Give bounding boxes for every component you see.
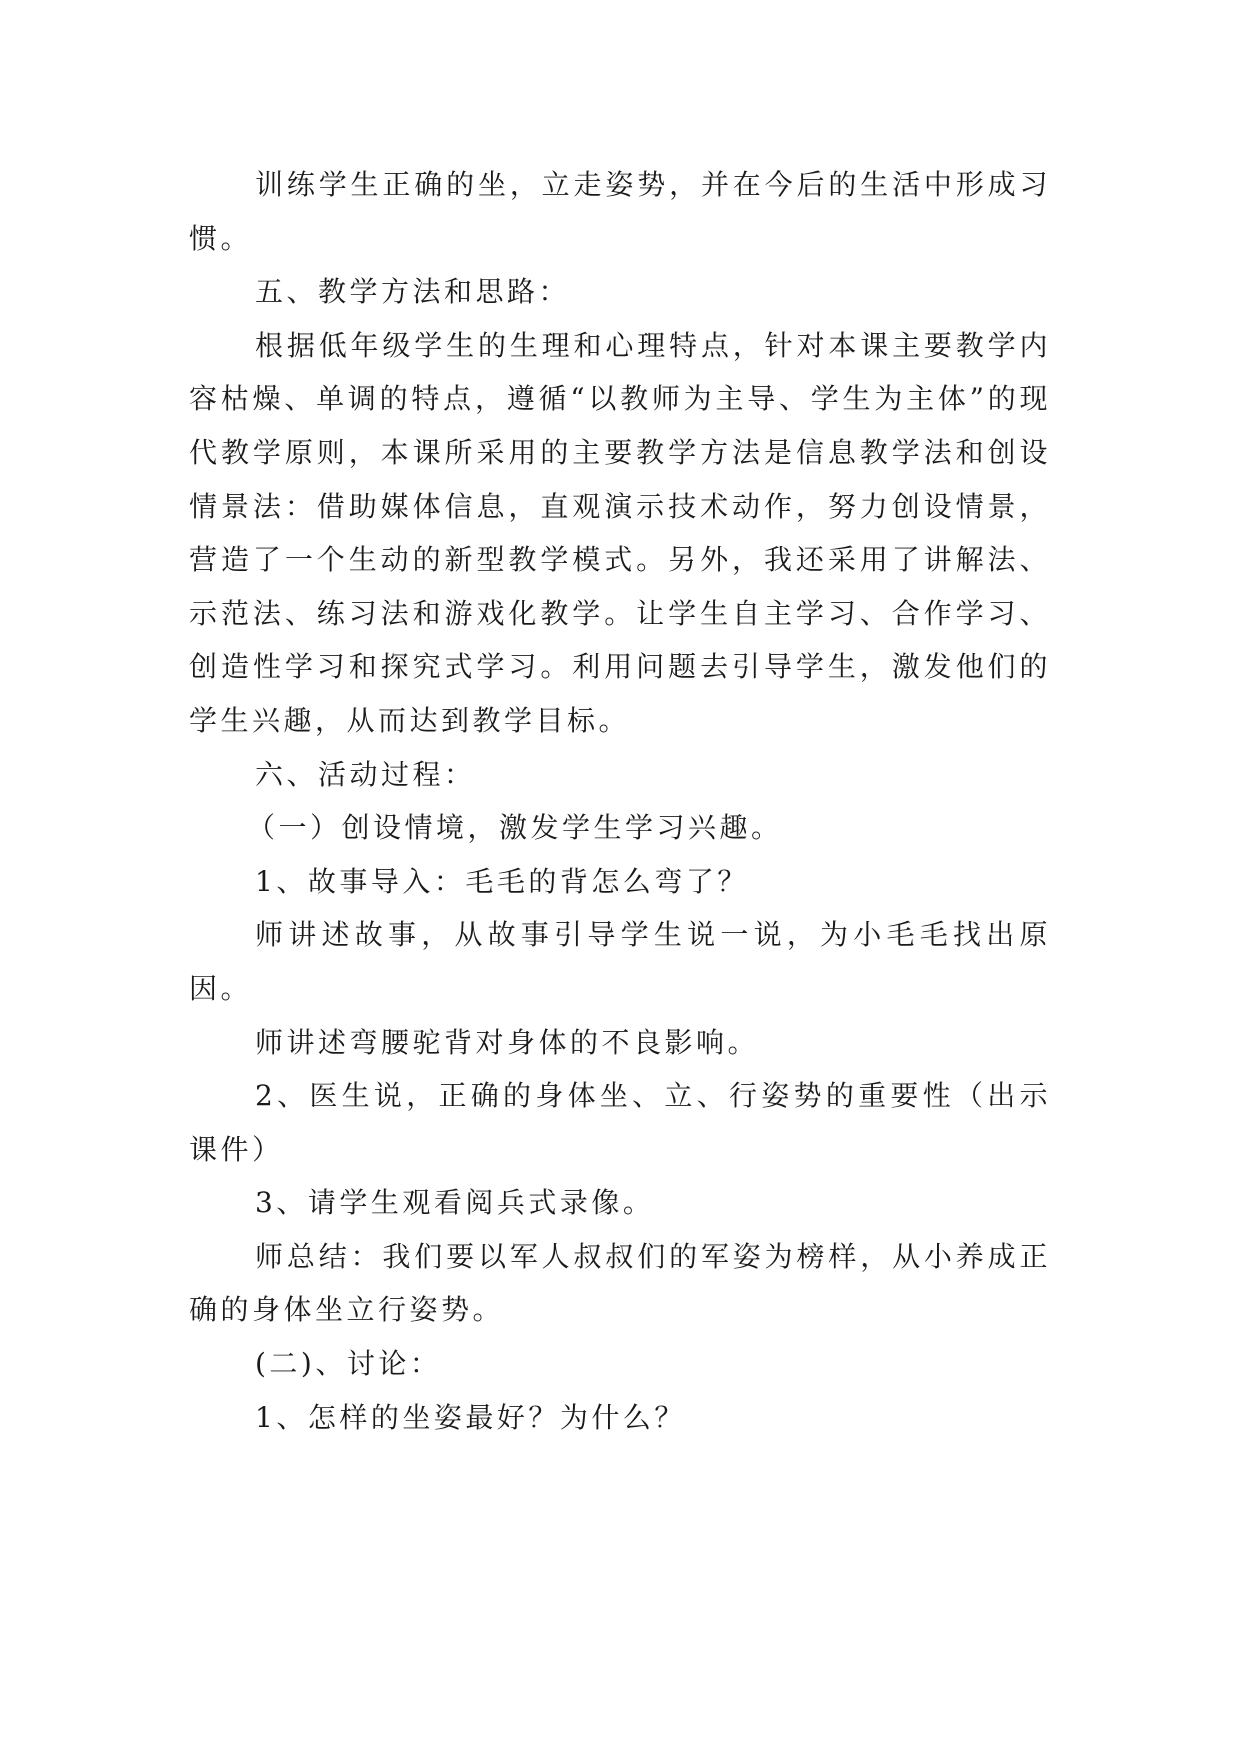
subheading-create-situation: （一）创设情境，激发学生学习兴趣。 [247,811,783,845]
heading-activity-process: 六、活动过程： [255,757,476,791]
paragraph-teacher-story: 师讲述故事，从故事引导学生说一说，为小毛毛找出原因。 [189,918,1051,1005]
subheading-discussion: (二)、讨论： [255,1347,442,1381]
item-story-intro: 1、故事导入：毛毛的背怎么弯了？ [255,864,749,898]
heading-teaching-methods: 五、教学方法和思路： [255,275,571,309]
paragraph-bad-posture-effects: 师讲述弯腰驼背对身体的不良影响。 [255,1025,760,1059]
item-parade-video: 3、请学生观看阅兵式录像。 [255,1186,655,1220]
paragraph-teaching-methods: 根据低年级学生的生理和心理特点，针对本课主要教学内容枯燥、单调的特点，遵循“以教师为主导、学生为主体”的现代教学原则，本课所采用的主要教学方法是信息教学法和创设情景法：借助媒体信息，直观演示技术动作，努力创设情景，营造了一个生动的新型教学模式。另外，我还采用了讲解法、示范法、练习法和游戏化教学。让学生自主学习、合作学习、创造性学习和探究式学习。利用问题去引导学生，激发他们的学生兴趣，从而达到教学目标。 [189,328,1051,737]
document-body [189,158,1051,1444]
paragraph-teacher-summary: 师总结：我们要以军人叔叔们的军姿为榜样，从小养成正确的身体坐立行姿势。 [189,1239,1051,1327]
item-doctor-says: 2、医生说，正确的身体坐、立、行姿势的重要性（出示课件） [189,1079,1051,1166]
paragraph-posture-habit: 训练学生正确的坐，立走姿势，并在今后的生活中形成习惯。 [189,168,1051,255]
item-best-sitting-posture: 1、怎样的坐姿最好？为什么？ [255,1400,686,1434]
